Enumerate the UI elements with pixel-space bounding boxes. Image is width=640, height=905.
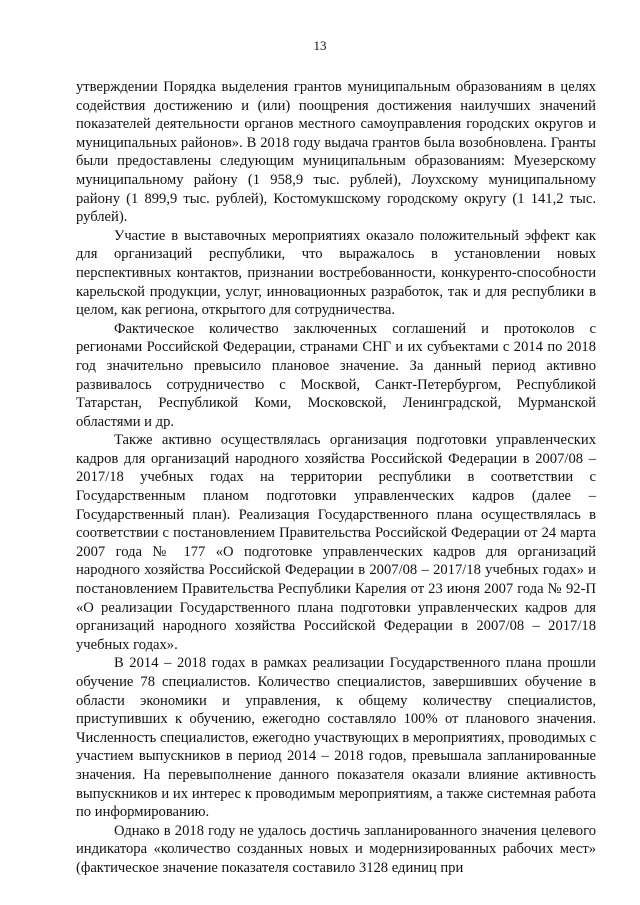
paragraph-agreements: Фактическое количество заключенных соглашений и протоколов с регионами Российской Федерации, странами СНГ и их субъектами с 2014 по 2018 год значительно превысило плановое значение. За данный период активно развивалось сотрудничество с Москвой, Санкт-Петербургом, Республикой Татарстан, Республикой Коми, Московской, Ленинградской, Мурманской областями и др. xyxy=(76,320,596,430)
paragraph-exhibitions: Участие в выставочных мероприятиях оказало положительный эффект как для организаций республики, что выражалось в установлении новых перспективных контактов, признании востребованности, конкуренто-способности карельской продукции, услуг, инновационных разработок, так и для республики в целом, как региона, открытого для сотрудничества. xyxy=(76,227,596,319)
paragraph-management-training: Также активно осуществлялась организация подготовки управленческих кадров для организаций народного хозяйства Российской Федерации в 2007/08 – 2017/18 учебных годах на территории республики в соответствии с Государственным планом подготовки управленческих кадров (далее – Государственный план). Реализация Государственного плана осуществлялась в соответствии с постановлением Правительства Российской Федерации от 24 марта 2007 года № 177 «О подготовке управленческих кадров для организаций народного хозяйства Российской Федерации в 2007/08 – 2017/18 учебных годах» и постановлением Правительства Республики Карелия от 23 июня 2007 года № 92-П «О реализации Государственного плана подготовки управленческих кадров для организаций народного хозяйства Российской Федерации в 2007/08 – 2017/18 учебных годах». xyxy=(76,432,596,653)
paragraph-jobs-indicator: Однако в 2018 году не удалось достичь запланированного значения целевого индикатора «количество созданных новых и модернизированных рабочих мест» (фактическое значение показателя составило 3128 единиц при xyxy=(76,822,596,876)
paragraph-training-results: В 2014 – 2018 годах в рамках реализации Государственного плана прошли обучение 78 специалистов. Количество специалистов, завершивших обучение в области экономики и управления, к общему количеству специалистов, приступивших к обучению, ежегодно составляло 100% от планового значения. Численность специалистов, ежегодно участвующих в мероприятиях, проводимых с участием выпускников в период 2014 – 2018 годов, превышала запланированные значения. На перевыполнение данного показателя оказали влияние активность выпускников и их интерес к проводимым мероприятиям, а также системная работа по информированию. xyxy=(76,655,597,821)
paragraph-continuation: утверждении Порядка выделения грантов муниципальным образованиям в целях содействия достижению и (или) поощрения достижения наилучших значений показателей деятельности органов местного самоуправления городских округов и муниципальных районов». В 2018 году выдача грантов была возобновлена. Гранты были предоставлены следующим муниципальным образованиям: Муезерскому муниципальному району (1 958,9 тыс. рублей), Лоухскому муниципальному району (1 899,9 тыс. рублей), Костомукшскому городскому округу (1 141,2 тыс. рублей). xyxy=(76,79,596,226)
text-body xyxy=(76,78,596,878)
page-number: 13 xyxy=(313,38,327,53)
